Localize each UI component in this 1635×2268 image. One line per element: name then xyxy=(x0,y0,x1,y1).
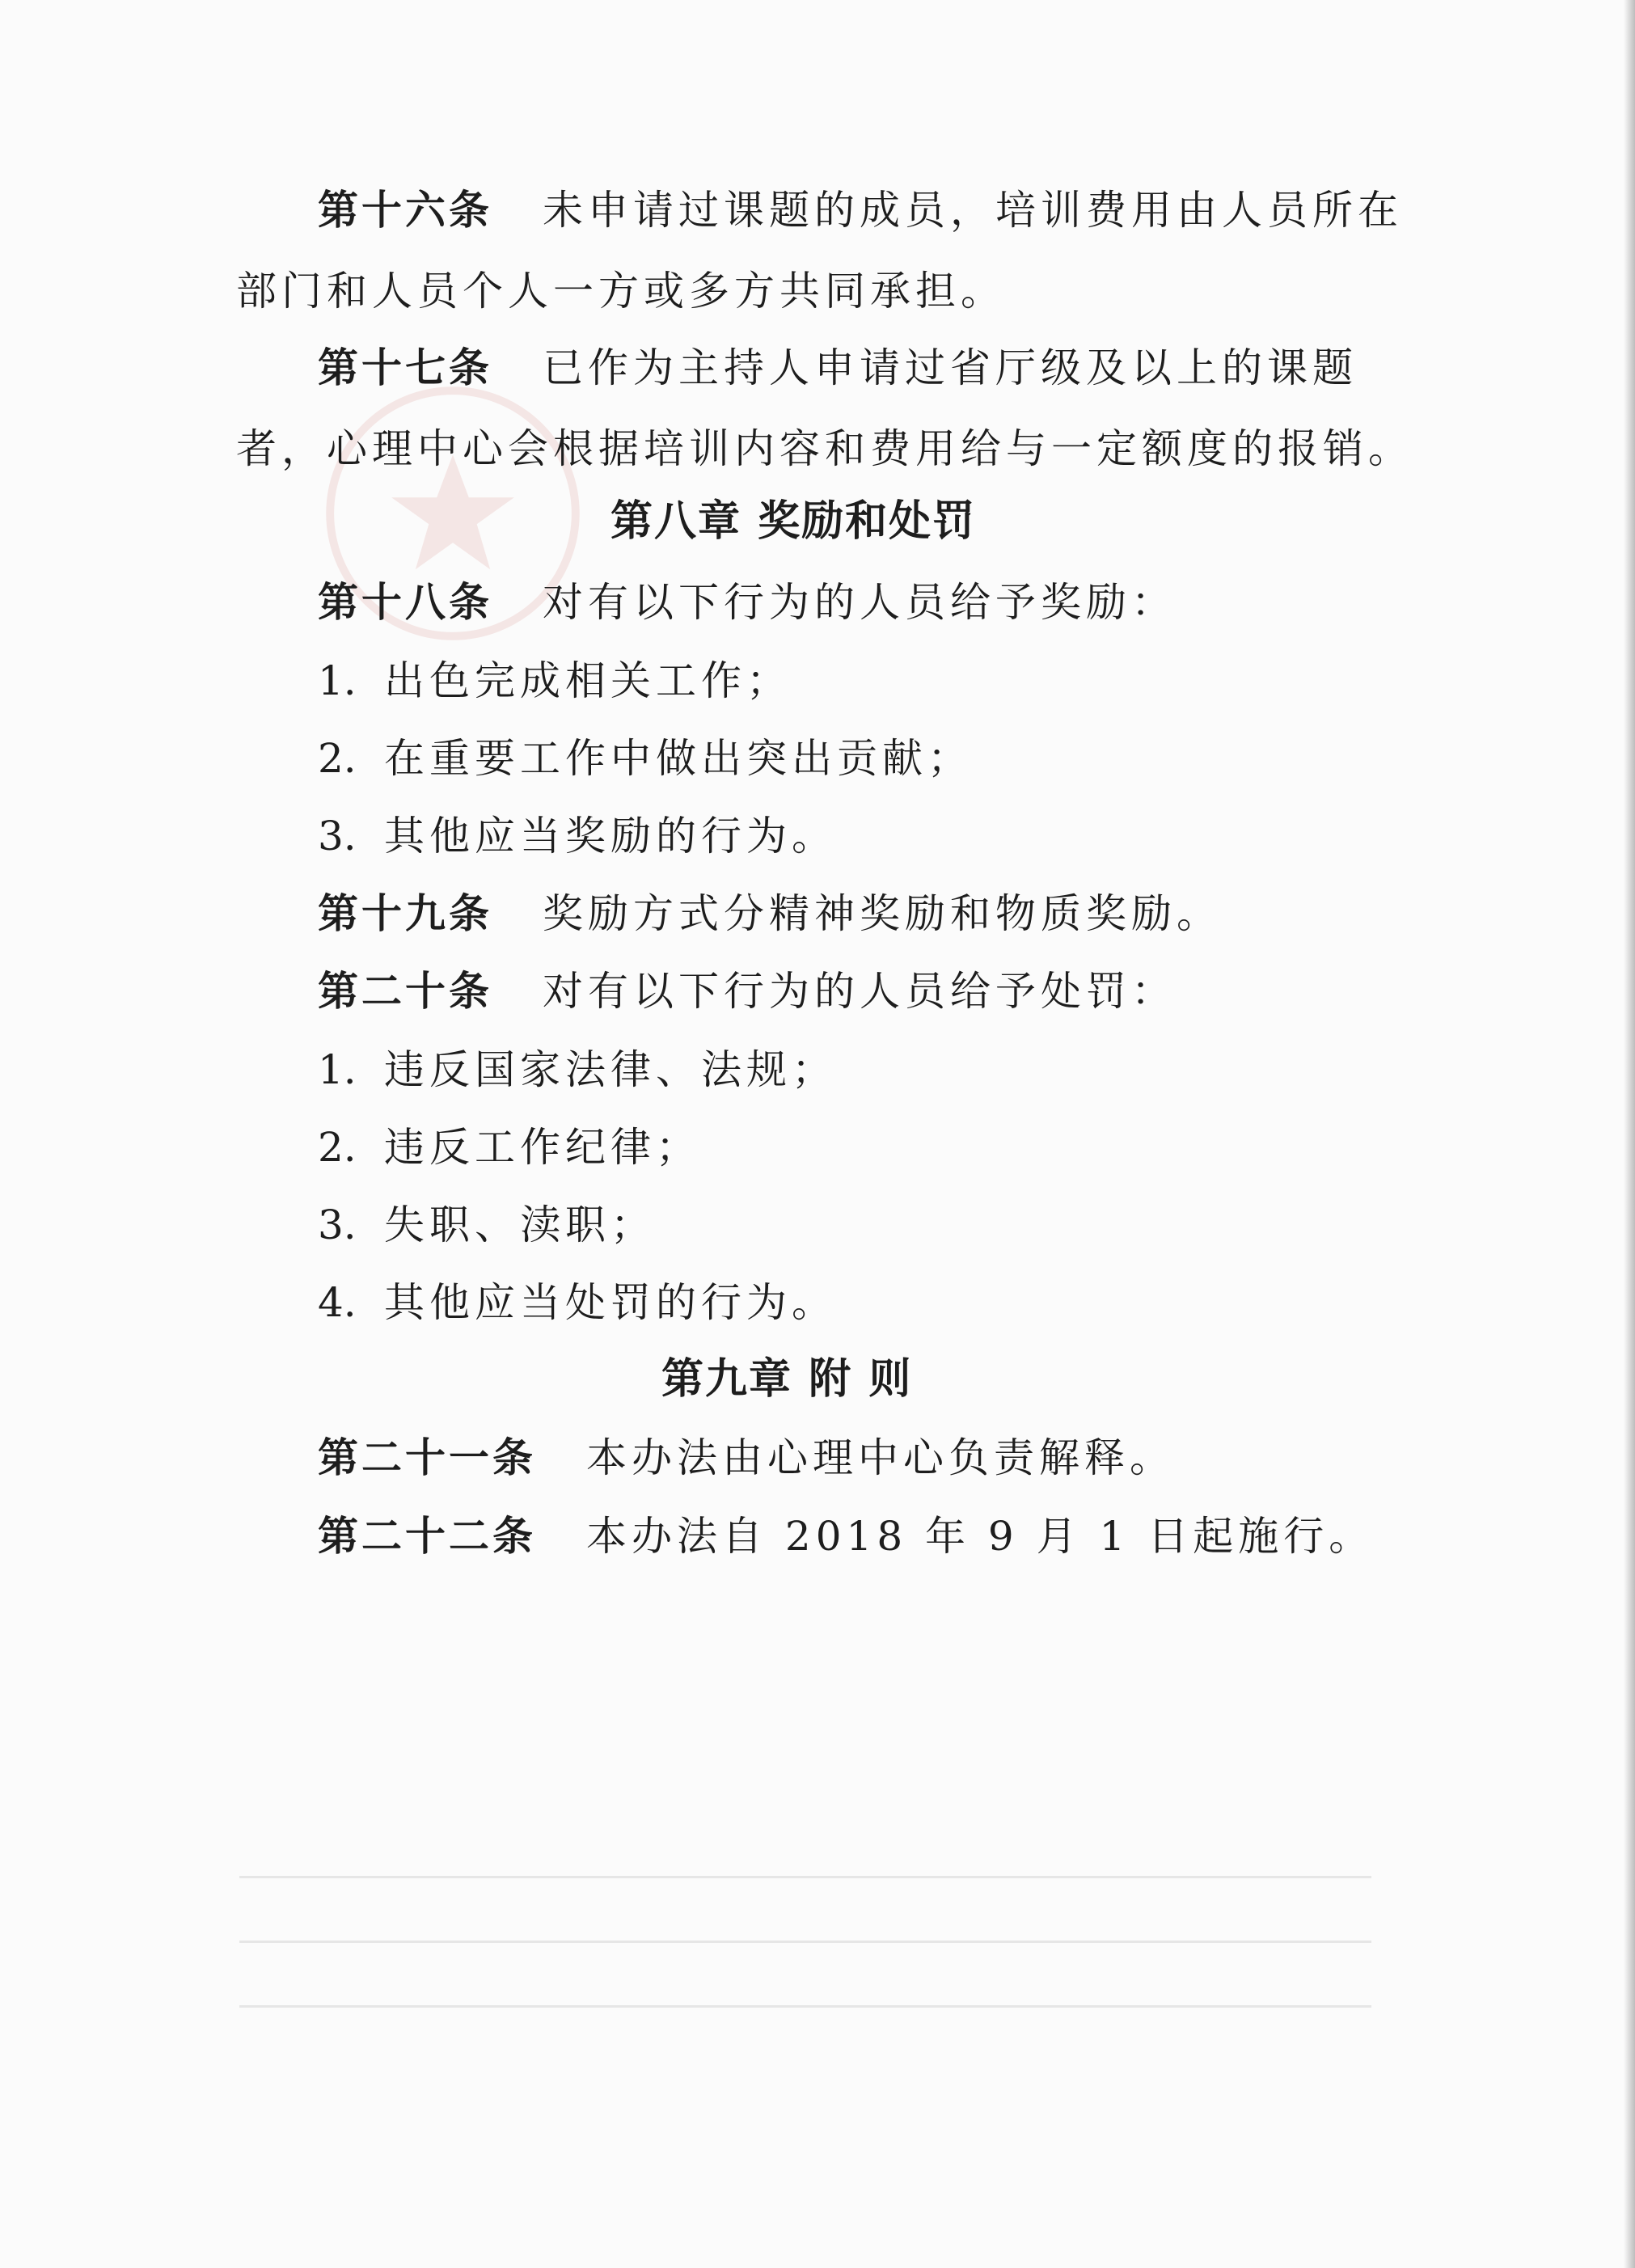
penalty-item-text: 失职、渎职； xyxy=(384,1202,656,1248)
article-17-text: 已作为主持人申请过省厅级及以上的课题 xyxy=(543,344,1358,391)
reward-item-text: 其他应当奖励的行为。 xyxy=(384,813,837,859)
penalty-item xyxy=(318,1123,701,1172)
article-18 xyxy=(318,578,1177,627)
article-22 xyxy=(318,1512,1374,1561)
reward-item xyxy=(318,812,837,860)
article-20 xyxy=(318,967,1177,1016)
reward-item-number: 1. xyxy=(318,657,357,704)
reward-item-text: 出色完成相关工作； xyxy=(384,657,792,704)
article-16-line-2 xyxy=(236,267,1006,315)
article-20-label: 第二十条 xyxy=(318,968,492,1015)
article-18-label: 第十八条 xyxy=(318,579,492,626)
article-22-label: 第二十二条 xyxy=(318,1513,536,1560)
article-20-text: 对有以下行为的人员给予处罚： xyxy=(543,968,1177,1015)
penalty-item xyxy=(318,1201,656,1249)
article-17-continuation: 者，心理中心会根据培训内容和费用给与一定额度的报销。 xyxy=(236,425,1413,472)
penalty-item-text: 违反工作纪律； xyxy=(384,1124,701,1171)
penalty-item xyxy=(318,1045,837,1094)
penalty-item-number: 3. xyxy=(318,1202,357,1248)
article-16-label: 第十六条 xyxy=(318,187,492,234)
penalty-item-text: 违反国家法律、法规； xyxy=(384,1046,837,1093)
penalty-item-number: 2. xyxy=(318,1124,357,1171)
reward-item-number: 3. xyxy=(318,813,357,859)
scan-edge-shadow xyxy=(1624,0,1635,2268)
chapter-8-title: 第八章 奖励和处罚 xyxy=(610,497,977,546)
article-19-text: 奖励方式分精神奖励和物质奖励。 xyxy=(543,890,1222,937)
bleed-through-marks xyxy=(239,1852,1371,2070)
penalty-item-text: 其他应当处罚的行为。 xyxy=(384,1279,837,1326)
article-22-text: 本办法自 2018 年 9 月 1 日起施行。 xyxy=(586,1513,1375,1560)
article-17-label: 第十七条 xyxy=(318,344,492,391)
reward-item-number: 2. xyxy=(318,735,357,782)
reward-item xyxy=(318,657,792,705)
reward-item xyxy=(318,734,973,783)
article-21-label: 第二十一条 xyxy=(318,1434,536,1481)
article-16-line-1 xyxy=(318,186,1403,234)
article-17-line-2 xyxy=(236,424,1413,473)
reward-item-text: 在重要工作中做出突出贡献； xyxy=(384,735,973,782)
article-17-line-1 xyxy=(318,344,1358,392)
article-19 xyxy=(318,889,1222,938)
article-16-continuation: 部门和人员个人一方或多方共同承担。 xyxy=(236,268,1006,315)
penalty-item xyxy=(318,1278,837,1327)
penalty-item-number: 4. xyxy=(318,1279,357,1326)
article-19-label: 第十九条 xyxy=(318,890,492,937)
article-21-text: 本办法由心理中心负责解释。 xyxy=(586,1434,1175,1481)
chapter-9-title: 第九章 附 则 xyxy=(661,1355,913,1404)
article-16-text: 未申请过课题的成员，培训费用由人员所在 xyxy=(543,187,1403,234)
article-21 xyxy=(318,1434,1175,1482)
penalty-item-number: 1. xyxy=(318,1046,357,1093)
article-18-text: 对有以下行为的人员给予奖励： xyxy=(543,579,1177,626)
